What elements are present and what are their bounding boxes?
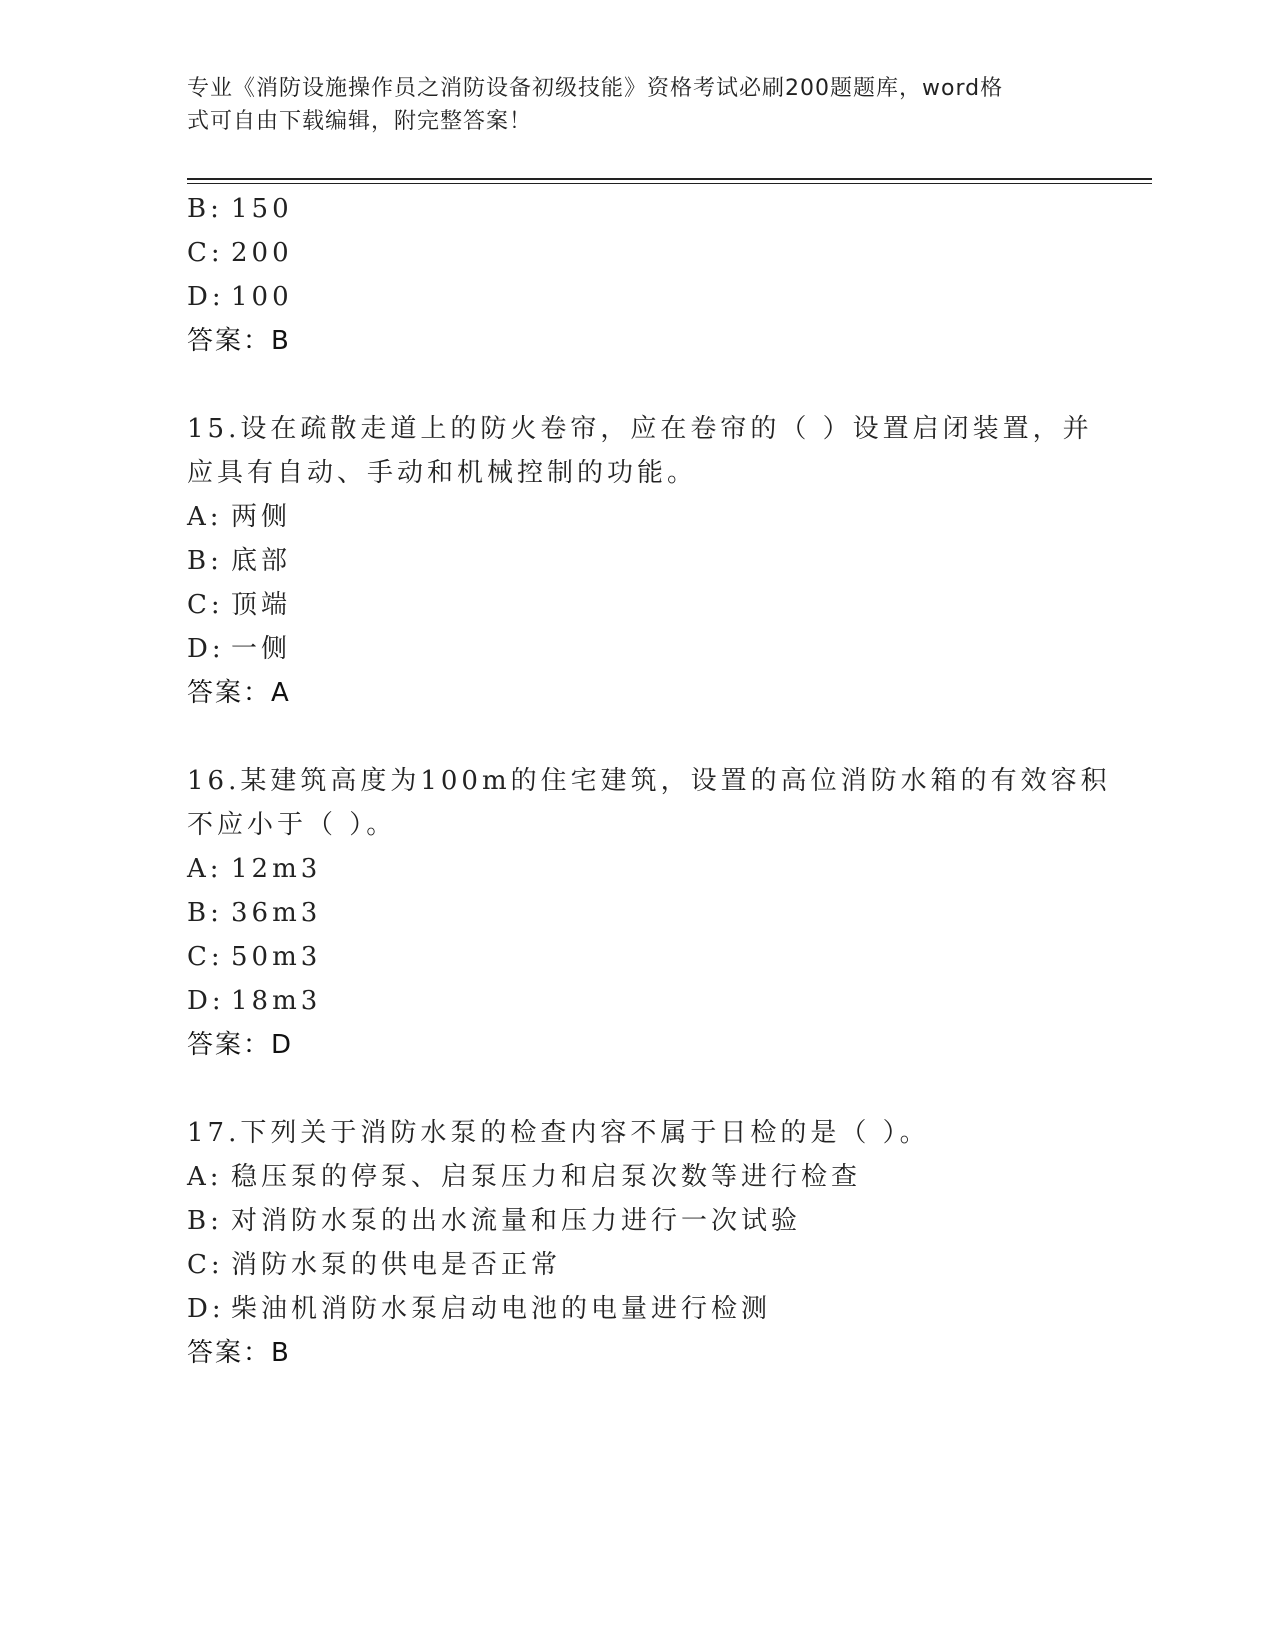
q17-option-c <box>187 1248 561 1282</box>
option-key: C: <box>187 942 224 972</box>
option-text: 底部 <box>231 546 292 576</box>
option-key: D: <box>187 634 225 664</box>
document-header <box>187 72 1067 138</box>
q16-option-c <box>187 940 321 974</box>
header-rule-thick <box>187 178 1152 180</box>
option-key: A: <box>187 502 223 532</box>
q14-answer: 答案：B <box>187 326 291 356</box>
q17-option-a <box>187 1160 861 1194</box>
q16-option-a <box>187 852 321 886</box>
option-key: A: <box>187 1162 223 1192</box>
q15-stem-line-1: 15.设在疏散走道上的防火卷帘，应在卷帘的（ ）设置启闭装置，并 <box>187 414 1093 444</box>
option-key: C: <box>187 590 224 620</box>
q16-option-d <box>187 984 321 1018</box>
option-key: B: <box>187 898 223 928</box>
q15-option-b <box>187 544 291 578</box>
q16-stem-line-1: 16.某建筑高度为100m的住宅建筑，设置的高位消防水箱的有效容积 <box>187 766 1111 796</box>
q17-stem-line-1: 17.下列关于消防水泵的检查内容不属于日检的是（ ）。 <box>187 1118 930 1148</box>
option-key: B: <box>187 194 223 224</box>
option-text: 36m3 <box>231 898 322 928</box>
header-title-line-2: 式可自由下载编辑，附完整答案！ <box>187 109 533 134</box>
q17-option-b <box>187 1204 801 1238</box>
option-key: D: <box>187 1294 225 1324</box>
option-text: 两侧 <box>231 502 292 532</box>
q15-option-c <box>187 588 291 622</box>
option-text: 200 <box>231 238 293 268</box>
option-key: D: <box>187 986 225 1016</box>
option-text: 稳压泵的停泵、启泵压力和启泵次数等进行检查 <box>231 1162 862 1192</box>
option-text: 对消防水泵的出水流量和压力进行一次试验 <box>231 1206 802 1236</box>
q15-stem-line-2: 应具有自动、手动和机械控制的功能。 <box>187 458 698 488</box>
q17-answer: 答案：B <box>187 1338 291 1368</box>
option-text: 一侧 <box>231 634 292 664</box>
option-text: 顶端 <box>231 590 292 620</box>
q15-option-a <box>187 500 291 534</box>
q14-option-d <box>187 280 293 314</box>
option-key: D: <box>187 282 225 312</box>
header-title-line-1: 专业《消防设施操作员之消防设备初级技能》资格考试必刷200题题库，word格 <box>187 76 1004 101</box>
option-text: 150 <box>231 194 293 224</box>
option-key: B: <box>187 1206 223 1236</box>
option-text: 18m3 <box>231 986 322 1016</box>
option-key: A: <box>187 854 223 884</box>
option-text: 50m3 <box>231 942 322 972</box>
option-text: 12m3 <box>231 854 322 884</box>
q14-option-b <box>187 192 293 226</box>
q17-option-d <box>187 1292 771 1326</box>
option-key: C: <box>187 1250 224 1280</box>
q15-answer: 答案：A <box>187 678 291 708</box>
q15-option-d <box>187 632 291 666</box>
q16-option-b <box>187 896 321 930</box>
q16-answer: 答案：D <box>187 1030 294 1060</box>
option-text: 100 <box>231 282 293 312</box>
option-key: C: <box>187 238 224 268</box>
option-text: 消防水泵的供电是否正常 <box>231 1250 562 1280</box>
header-rule-thin <box>187 183 1152 184</box>
option-text: 柴油机消防水泵启动电池的电量进行检测 <box>231 1294 772 1324</box>
q16-stem-line-2: 不应小于（ ）。 <box>187 810 397 840</box>
q14-option-c <box>187 236 293 270</box>
option-key: B: <box>187 546 223 576</box>
